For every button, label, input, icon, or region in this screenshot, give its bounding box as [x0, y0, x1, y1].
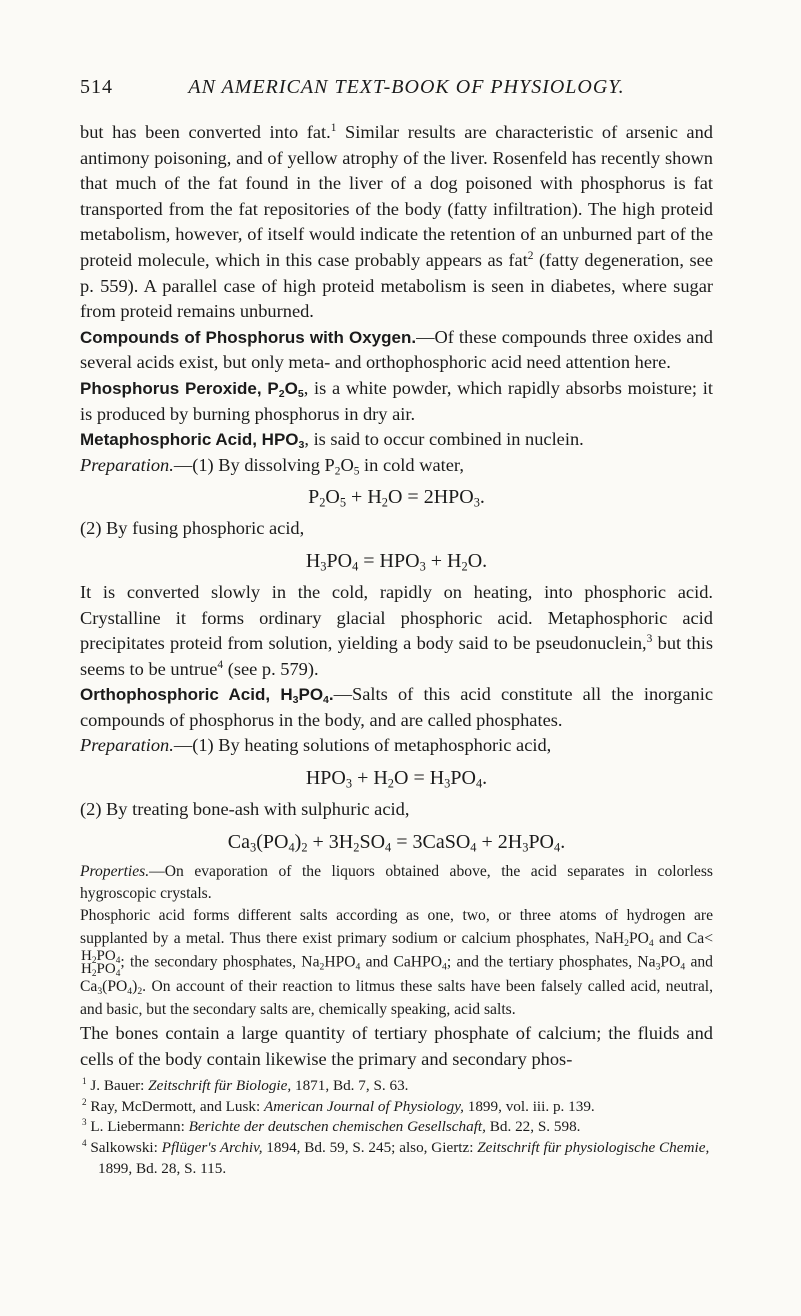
eq-run: Ca: [227, 830, 250, 853]
text-run: ; and the tertiary phosphates, Na: [446, 953, 656, 971]
subscript: 3: [473, 496, 480, 511]
footnotes: [80, 1076, 713, 1179]
text-run: and CaHPO: [360, 953, 442, 971]
heading-run: Phosphorus Peroxide, P: [80, 378, 279, 398]
paragraph-preparation-2: [80, 733, 713, 759]
text-run: , is a white powder, which rapidly absorbs moisture; it is produced by burning phosphorus in dry air.: [80, 377, 713, 424]
text-run: J. Bauer:: [86, 1077, 149, 1095]
eq-run: + H: [425, 549, 462, 572]
subscript: 2: [334, 465, 341, 478]
paragraph-fusing: (2) By fusing phosphoric acid,: [80, 518, 305, 539]
text-run: O: [340, 454, 354, 475]
subscript: 4: [127, 986, 133, 998]
footnote-number: 1: [82, 1076, 87, 1087]
subscript: 3: [444, 776, 451, 791]
eq-run: + H: [346, 486, 382, 509]
eq-run: .: [479, 486, 485, 509]
equation-3: [80, 761, 713, 795]
subscript: 3: [320, 559, 327, 574]
eq-run: P: [308, 486, 320, 509]
eq-run: + 2H: [476, 830, 523, 853]
section-heading: [80, 378, 304, 401]
journal-title: Pflüger's Archiv,: [161, 1139, 263, 1157]
paragraph-metaphosphoric: [80, 427, 713, 453]
text-run: Similar results are characteristic of arsenic and antimony poisoning, and of yellow atrophy of the liver. Rosenfeld has recently shown that much of the fat found in the liver of a dog poisoned with phosphorus is fat transported from the fat repositories of the body (fatty infiltration). The high proteid metabolism, however, of itself would indicate the retention of an unburned part of the proteid molecule, which in this case probably appears as fat: [80, 122, 713, 270]
text-run: Bd. 22, S. 598.: [485, 1118, 581, 1136]
text-run: in cold water,: [359, 454, 464, 475]
paragraph-peroxide: [80, 376, 713, 427]
eq-run: .: [482, 767, 488, 790]
footnote-number: 2: [82, 1096, 87, 1107]
equation-1: [80, 480, 713, 514]
text-run: 1894, Bd. 59, S. 245; also, Giertz:: [262, 1139, 478, 1157]
text-run: Ray, McDermott, and Lusk:: [86, 1097, 264, 1115]
eq-run: O = 2HPO: [387, 486, 474, 509]
text-run: It is converted slowly in the cold, rapidly on heating, into phosphoric acid. Crystalline it forms ordinary glacial phosphoric acid. Metaphosphoric acid precipitates proteid from solution, yielding a body said to be pseudonuclein,: [80, 581, 713, 654]
paragraph-phosphate-salts: [80, 905, 713, 1021]
eq-run: (PO: [256, 830, 289, 853]
subscript: 3: [250, 840, 257, 855]
eq-run: .: [560, 830, 566, 853]
text-run: —Of these compounds three oxides and several acids exist, but only meta- and orthophosphoric acid need attention here.: [80, 326, 713, 373]
subscript: 2: [319, 961, 325, 973]
text-run: (see p. 579).: [223, 658, 319, 679]
subscript: 4: [288, 840, 295, 855]
text-run: (PO: [102, 978, 128, 996]
eq-run: O.: [467, 549, 488, 572]
text-run: ; the secondary phosphates, Na: [120, 953, 320, 971]
footnote-1: [80, 1076, 713, 1097]
eq-run: + H: [352, 767, 388, 790]
footnote-2: [80, 1097, 713, 1118]
subscript: 2: [137, 986, 143, 998]
eq-run: O: [325, 486, 340, 509]
subscript: 5: [297, 388, 304, 401]
calcium-formula-stack: [81, 948, 121, 980]
subscript: 4: [355, 961, 361, 973]
eq-run: PO: [450, 767, 476, 790]
text-run: 1899, Bd. 28, S. 115.: [98, 1159, 227, 1177]
page-number: 514: [80, 76, 113, 98]
paragraph-preparation-1: [80, 453, 713, 479]
paragraph-oxygen-compounds: [80, 325, 713, 376]
eq-run: + 3H: [307, 830, 354, 853]
eq-run: H: [305, 549, 321, 572]
subscript: 3: [345, 776, 353, 791]
subscript: 3: [298, 439, 305, 452]
equation-4: [80, 825, 713, 859]
footnote-number: 3: [82, 1117, 87, 1128]
text-run: but this seems to be untrue: [80, 633, 713, 679]
subscript: 3: [522, 840, 529, 855]
subscript: 5: [353, 465, 360, 478]
subscript: 4: [323, 694, 329, 707]
footnote-ref-1: 1: [330, 121, 337, 134]
text-run: HPO: [324, 953, 356, 971]
text-run: and Ca: [80, 953, 713, 996]
subscript: 4: [441, 961, 447, 973]
eq-run: O = H: [394, 767, 445, 790]
subscript: 2: [387, 776, 394, 791]
subscript: 4: [648, 937, 654, 949]
subscript: 2: [301, 840, 308, 855]
subscript: 4: [680, 961, 686, 973]
section-heading: Compounds of Phosphorus with Oxygen.: [80, 327, 417, 347]
subscript: 2: [461, 559, 468, 574]
heading-run: PO: [298, 685, 324, 705]
subscript: 4: [470, 840, 477, 855]
eq-run: HPO: [305, 767, 346, 790]
text-run: 1871, Bd. 7, S. 63.: [291, 1077, 409, 1095]
text-run: ): [132, 978, 138, 996]
section-heading: [80, 430, 305, 452]
paragraph-conversion: [80, 580, 713, 682]
text-run: —Salts of this acid constitute all the inorganic compounds of phosphorus in the body, and are called phosphates.: [80, 684, 713, 730]
small-print-section: [80, 861, 713, 1021]
subscript: 3: [97, 986, 103, 998]
running-title: AN AMERICAN TEXT-BOOK OF PHYSIOLOGY.: [188, 76, 625, 98]
subheading: Preparation.: [80, 454, 174, 475]
text-run: —On evaporation of the liquors obtained above, the acid separates in colorless hygroscopic crystals.: [80, 862, 713, 903]
heading-run: Metaphosphoric Acid, HPO: [80, 430, 299, 450]
subscript: 4: [352, 559, 359, 574]
subscript: 2: [381, 496, 388, 511]
text-run: L. Liebermann:: [86, 1118, 189, 1136]
journal-title: American Journal of Physiology,: [264, 1097, 464, 1115]
footnote-3: [80, 1117, 713, 1138]
subscript: 2: [624, 937, 629, 949]
subheading: Preparation.: [80, 735, 174, 756]
eq-run: PO: [528, 830, 555, 853]
text-run: , is said to occur combined in nuclein.: [304, 429, 584, 450]
text-run: Salkowski:: [86, 1139, 162, 1157]
heading-run: Orthophosphoric Acid, H: [80, 685, 293, 705]
stack-top: $H_2PO_4$: [81, 948, 121, 967]
page-body: [80, 120, 713, 1179]
subscript: 3: [419, 559, 426, 574]
eq-run: PO: [326, 549, 353, 572]
footnote-ref-3: 3: [646, 632, 653, 645]
text-run: . On account of their reaction to litmus these salts have been falsely called acid, neutral, and basic, but the secondary salts are, chemically speaking, acid salts.: [80, 978, 713, 1018]
paragraph-bones: The bones contain a large quantity of tertiary phosphate of calcium; the fluids and cells of the body contain likewise the primary and secondary phos-: [80, 1023, 713, 1069]
subscript: 3: [292, 694, 299, 707]
paragraph-properties: [80, 861, 713, 906]
running-header: [80, 76, 713, 106]
paragraph-fat-conversion: [80, 120, 713, 325]
stack-bottom: $H_2PO_4$: [81, 961, 121, 980]
text-run: (fatty degeneration, see p. 559). A parallel case of high proteid metabolism is seen in diabetes, where sugar from proteid remains unburned.: [80, 249, 713, 322]
paragraph-orthophosphoric: [80, 682, 713, 733]
footnote-number: 4: [82, 1138, 87, 1148]
text-run: 1899, vol. iii. p. 139.: [463, 1097, 595, 1115]
eq-run: ): [294, 830, 302, 853]
eq-run: = HPO: [358, 549, 420, 572]
paragraph-bone-ash: (2) By treating bone-ash with sulphuric acid,: [80, 799, 410, 820]
subscript: 4: [554, 840, 561, 855]
subscript: 5: [339, 496, 347, 511]
section-heading: [80, 685, 334, 707]
text-run: —(1) By dissolving P: [173, 454, 335, 475]
text-run: and Ca<: [653, 929, 713, 947]
subscript: 4: [475, 776, 483, 791]
subscript: 2: [319, 496, 326, 511]
heading-run: .: [328, 685, 334, 705]
journal-title: Zeitschrift für Biologie,: [148, 1077, 292, 1095]
equation-2: [80, 544, 713, 578]
journal-title: Berichte der deutschen chemischen Gesellschaft,: [188, 1118, 486, 1136]
footnote-ref-2: 2: [527, 249, 534, 262]
heading-run: O: [284, 378, 298, 398]
text-run: but has been converted into fat.: [80, 122, 331, 142]
text-run: —(1) By heating solutions of metaphosphoric acid,: [173, 735, 552, 756]
subscript: 2: [278, 388, 285, 401]
eq-run: = 3CaSO: [391, 830, 471, 853]
eq-run: SO: [359, 830, 386, 853]
footnote-4: [80, 1138, 713, 1179]
subscript: 2: [353, 840, 360, 855]
text-run: Phosphoric acid forms different salts according as one, two, or three atoms of hydrogen are supplanted by a metal. Thus there exist primary sodium or calcium phosphates, NaH: [80, 907, 713, 947]
journal-title: Zeitschrift für physiologische Chemie,: [477, 1139, 710, 1157]
text-run: PO: [660, 953, 681, 971]
subscript: 4: [385, 840, 392, 855]
footnote-ref-4: 4: [217, 658, 224, 671]
subscript: 3: [655, 961, 661, 973]
text-run: PO: [628, 929, 649, 947]
subheading: Properties.: [80, 862, 150, 880]
